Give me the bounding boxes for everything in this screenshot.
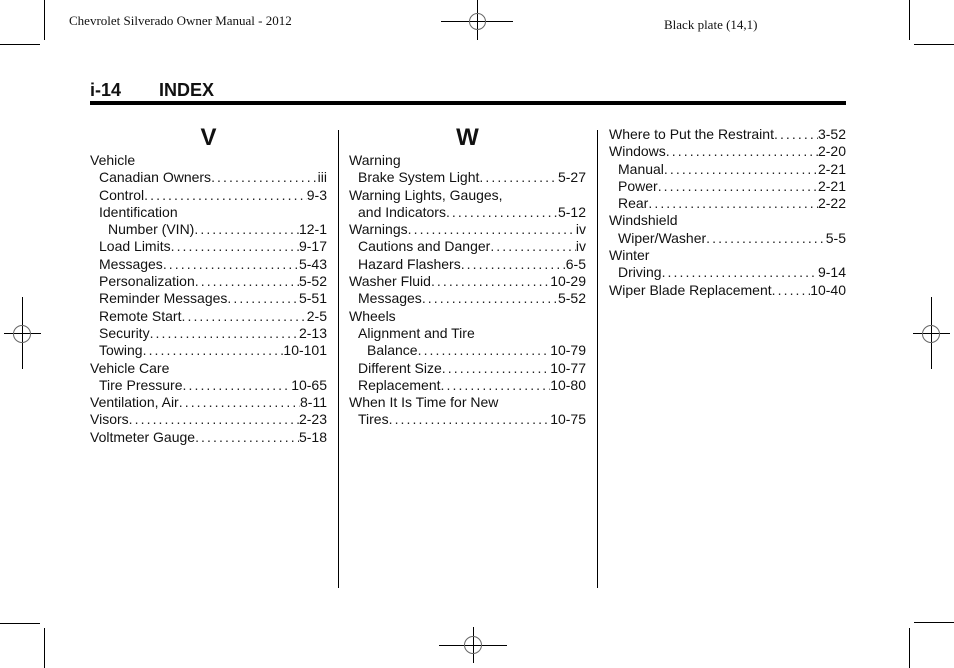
dot-leader: [163, 256, 299, 273]
index-entry: [349, 187, 586, 204]
crop-mark-bottom-left-v: [44, 628, 45, 668]
index-entry[interactable]: [349, 290, 586, 307]
index-entry-label: Replacement: [358, 376, 441, 393]
index-entry-label: Wheels: [349, 307, 396, 324]
index-entry[interactable]: [90, 187, 327, 204]
index-entry-label: Security: [99, 324, 150, 341]
index-entry-label: Vehicle Care: [90, 359, 170, 376]
index-entry-page-ref[interactable]: 2-5: [306, 307, 327, 324]
index-entry-label: Vehicle: [90, 152, 136, 168]
dot-leader: [772, 282, 811, 299]
index-entry-label: Windshield: [609, 212, 678, 229]
dot-leader: [143, 342, 284, 359]
index-entry-page-ref[interactable]: 9-17: [298, 238, 327, 255]
index-entry-page-ref[interactable]: 2-21: [817, 160, 846, 177]
index-entry-label: Towing: [99, 342, 143, 359]
index-entry-page-ref[interactable]: 9-3: [306, 186, 327, 203]
dot-leader: [774, 126, 818, 143]
index-entry[interactable]: [349, 273, 586, 290]
index-entry[interactable]: [609, 264, 846, 281]
index-column-v: [90, 124, 327, 446]
index-entry[interactable]: [609, 195, 846, 212]
index-entry-page-ref[interactable]: 5-52: [298, 273, 327, 290]
index-entry-label: Different Size: [358, 359, 442, 376]
dot-leader: [171, 238, 299, 255]
index-entry-label: Balance: [367, 342, 418, 359]
dot-leader: [408, 221, 576, 238]
index-entry-page-ref[interactable]: 10-101: [283, 342, 327, 359]
crop-mark-top-left-v: [44, 0, 45, 40]
index-entry-page-ref[interactable]: 5-52: [557, 290, 586, 307]
index-entry-page-ref[interactable]: 5-27: [557, 169, 586, 186]
dot-leader: [194, 221, 299, 238]
index-entry-page-ref[interactable]: 5-12: [557, 203, 586, 220]
index-entry-label: Control: [99, 186, 145, 203]
index-entry-label: Where to Put the Restraint: [609, 126, 774, 142]
index-column-w: [349, 124, 586, 429]
index-entry-label: Reminder Messages: [99, 290, 228, 307]
index-entry: [609, 212, 846, 229]
index-entry[interactable]: [90, 273, 327, 290]
index-entry: [349, 394, 586, 411]
index-entry-page-ref[interactable]: 10-40: [810, 281, 846, 298]
dot-leader: [461, 256, 566, 273]
index-entry-label: Manual: [618, 160, 664, 177]
index-entry[interactable]: [349, 204, 586, 221]
index-entry-label: When It Is Time for New: [349, 394, 499, 411]
index-entry-page-ref[interactable]: 10-77: [550, 359, 586, 376]
index-entry[interactable]: [90, 238, 327, 255]
index-entry-page-ref[interactable]: 10-65: [291, 376, 327, 393]
index-column-w-continued: [609, 126, 846, 299]
index-entry-page-ref[interactable]: 8-11: [300, 394, 327, 411]
index-entry-label: Warning Lights, Gauges,: [349, 186, 503, 203]
index-entry-label: Power: [618, 177, 658, 194]
index-entry-label: Hazard Flashers: [358, 255, 461, 272]
dot-leader: [179, 394, 300, 411]
index-entry[interactable]: [609, 126, 846, 143]
index-entry: [349, 308, 586, 325]
index-entry-page-ref[interactable]: 2-13: [298, 324, 327, 341]
dot-leader: [706, 230, 826, 247]
dot-leader: [129, 411, 299, 428]
index-entry-label: Ventilation, Air: [90, 394, 179, 411]
dot-leader: [658, 178, 818, 195]
index-entry[interactable]: [609, 143, 846, 160]
index-entry[interactable]: [349, 221, 586, 238]
section-title: INDEX: [159, 80, 215, 100]
index-entry[interactable]: [609, 178, 846, 195]
index-entry-label: Messages: [99, 255, 163, 272]
index-entry[interactable]: [90, 377, 327, 394]
dot-leader: [662, 264, 818, 281]
index-letter-heading: W: [456, 124, 479, 151]
plate-label: Black plate (14,1): [664, 17, 758, 32]
index-entry[interactable]: [349, 360, 586, 377]
page-heading: [90, 80, 214, 101]
crop-mark-top-left-h: [0, 44, 40, 45]
index-entry-label: Alignment and Tire: [358, 324, 475, 341]
dot-leader: [195, 429, 299, 446]
index-entry[interactable]: [609, 161, 846, 178]
index-entry[interactable]: [90, 411, 327, 428]
dot-leader: [183, 377, 292, 394]
dot-leader: [479, 169, 558, 186]
index-entry-page-ref[interactable]: 10-75: [550, 411, 586, 428]
index-entry-page-ref[interactable]: iv: [575, 238, 586, 255]
dot-leader: [664, 161, 818, 178]
index-entry-label: Wiper/Washer: [618, 229, 707, 246]
index-entry-label: Brake System Light: [358, 169, 480, 186]
index-entry-page-ref[interactable]: 5-5: [825, 229, 846, 246]
index-entry-page-ref[interactable]: 5-43: [298, 255, 327, 272]
index-entry-page-ref[interactable]: 5-51: [298, 290, 327, 307]
dot-leader: [442, 360, 550, 377]
dot-leader: [441, 377, 551, 394]
index-entry-page-ref[interactable]: 5-18: [298, 428, 327, 445]
index-entry-label: Warnings: [349, 221, 408, 238]
dot-leader: [389, 411, 551, 428]
dot-leader: [195, 273, 299, 290]
index-entry-page-ref[interactable]: 2-21: [817, 177, 846, 194]
dot-leader: [211, 169, 318, 186]
index-entry[interactable]: [349, 411, 586, 428]
index-entry-label: Tire Pressure: [99, 376, 183, 393]
index-entry-page-ref[interactable]: 10-79: [550, 342, 586, 359]
index-entry-label: Voltmeter Gauge: [90, 428, 196, 445]
crop-mark-top-right-v: [909, 0, 910, 40]
index-entry[interactable]: [90, 429, 327, 446]
index-entry-page-ref[interactable]: 10-29: [550, 273, 586, 290]
index-entry[interactable]: [90, 169, 327, 186]
index-entry-label: Personalization: [99, 273, 195, 290]
index-entry[interactable]: [349, 238, 586, 255]
index-entry-page-ref[interactable]: 12-1: [298, 221, 327, 238]
index-entry-page-ref[interactable]: 2-22: [817, 195, 846, 212]
index-entry-label: Visors: [90, 411, 129, 428]
index-entry[interactable]: [90, 221, 327, 238]
index-entry-label: Canadian Owners: [99, 169, 212, 186]
index-entry: [90, 360, 327, 377]
index-entry[interactable]: [609, 230, 846, 247]
dot-leader: [150, 325, 299, 342]
crop-mark-top-right-h: [914, 44, 954, 45]
index-entry-page-ref[interactable]: 2-20: [817, 143, 846, 160]
index-entry[interactable]: [349, 377, 586, 394]
running-title: Chevrolet Silverado Owner Manual - 2012: [69, 13, 292, 28]
dot-leader: [431, 273, 550, 290]
crop-mark-bottom-right-h: [914, 622, 954, 623]
page-number: i-14: [90, 80, 122, 100]
index-entry-label: Windows: [609, 143, 666, 160]
column-divider: [338, 130, 339, 588]
index-entry-label: Messages: [358, 290, 422, 307]
index-entry[interactable]: [90, 256, 327, 273]
dot-leader: [418, 342, 551, 359]
index-entry-label: Cautions and Danger: [358, 238, 491, 255]
index-entry-page-ref[interactable]: 2-23: [298, 411, 327, 428]
index-entry: [349, 152, 586, 169]
index-entry[interactable]: [349, 169, 586, 186]
dot-leader: [648, 195, 818, 212]
index-entry[interactable]: [349, 256, 586, 273]
index-entry-page-ref[interactable]: 9-14: [817, 264, 846, 281]
index-entry-label: and Indicators: [358, 203, 446, 220]
index-entry-label: Number (VIN): [108, 221, 195, 238]
dot-leader: [181, 308, 306, 325]
index-entry-page-ref[interactable]: 3-52: [817, 126, 846, 142]
index-entry-label: Rear: [618, 195, 649, 212]
index-entry-page-ref[interactable]: 6-5: [565, 255, 586, 272]
index-entry-label: Driving: [618, 264, 662, 281]
index-entry: [90, 204, 327, 221]
dot-leader: [490, 238, 576, 255]
dot-leader: [446, 204, 558, 221]
index-entry-label: Remote Start: [99, 307, 182, 324]
index-entry-page-ref[interactable]: iv: [575, 221, 586, 238]
index-entry[interactable]: [90, 308, 327, 325]
index-entry: [609, 247, 846, 264]
index-entry[interactable]: [90, 325, 327, 342]
index-entry-label: Winter: [609, 247, 650, 264]
index-entry[interactable]: [90, 394, 327, 411]
crop-mark-bottom-right-v: [909, 628, 910, 668]
index-entry: [90, 152, 327, 169]
column-divider: [597, 130, 598, 588]
index-letter-heading: V: [200, 124, 217, 151]
index-entry-label: Tires: [358, 411, 389, 428]
dot-leader: [666, 143, 818, 160]
index-entry-page-ref[interactable]: 10-80: [550, 376, 586, 393]
title-rule: [90, 101, 846, 105]
index-entry[interactable]: [349, 342, 586, 359]
index-entry[interactable]: [609, 282, 846, 299]
index-entry-page-ref[interactable]: iii: [317, 169, 327, 186]
dot-leader: [227, 290, 299, 307]
index-entry[interactable]: [90, 290, 327, 307]
crop-mark-bottom-left-h: [0, 623, 40, 624]
index-entry-label: Identification: [99, 203, 178, 220]
index-entry-label: Warning: [349, 152, 401, 168]
index-entry-label: Washer Fluid: [349, 273, 431, 290]
dot-leader: [144, 187, 307, 204]
index-entry-label: Wiper Blade Replacement: [609, 281, 772, 298]
dot-leader: [422, 290, 558, 307]
index-entry[interactable]: [90, 342, 327, 359]
index-entry: [349, 325, 586, 342]
index-entry-label: Load Limits: [99, 238, 171, 255]
